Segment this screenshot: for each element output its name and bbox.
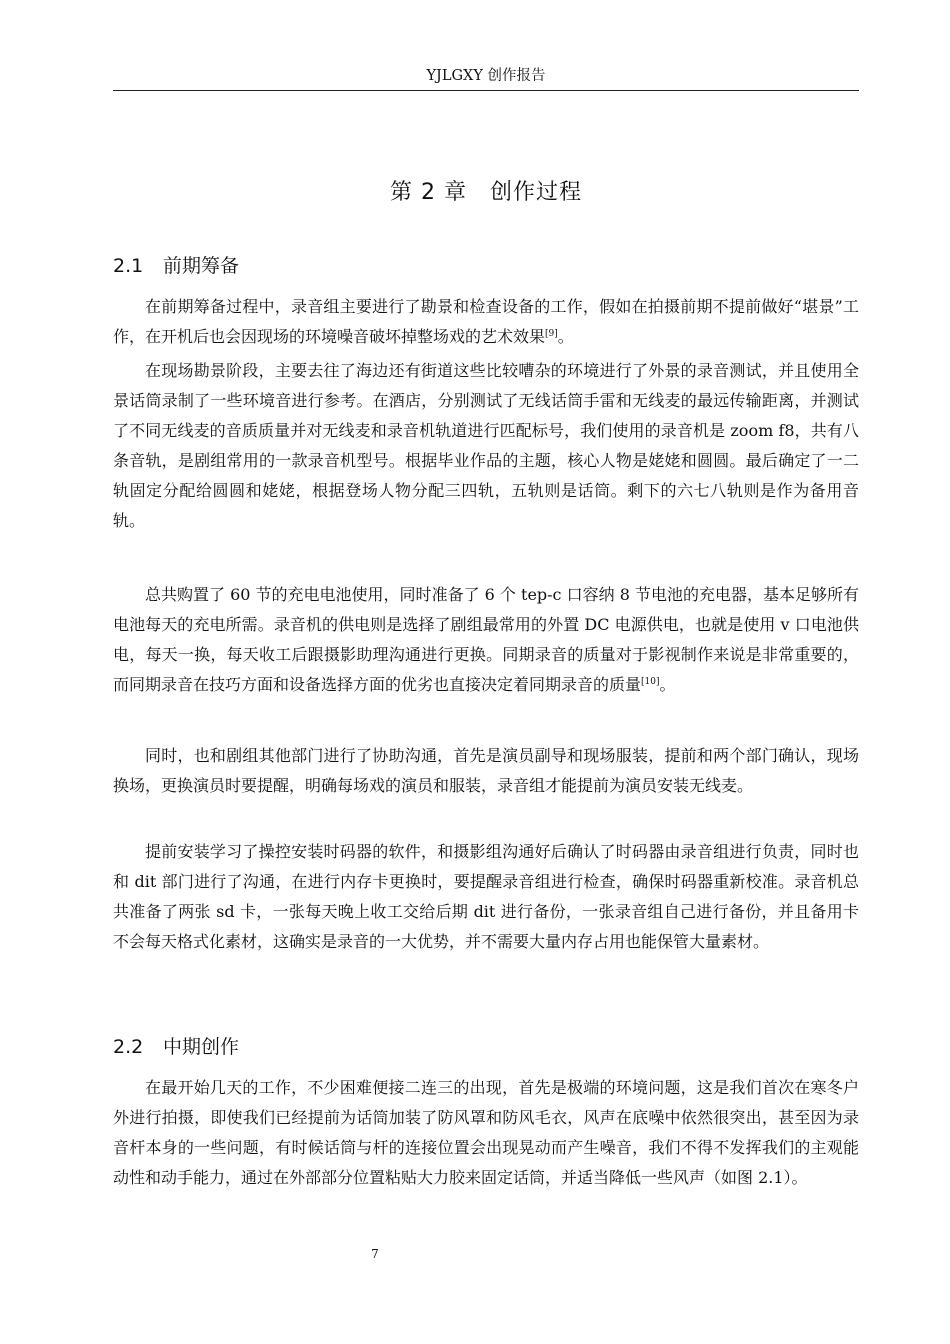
citation: [10] <box>641 677 660 687</box>
paragraph: 在现场勘景阶段，主要去往了海边还有街道这些比较嘈杂的环境进行了外景的录音测试，并且使用全景话筒录制了一些环境音进行参考。在酒店，分别测试了无线话筒手雷和无线麦的最远传输距离，并测试了不同无线麦的音质质量并对无线麦和录音机轨道进行匹配标号，我们使用的录音机是 zoom f8，共有八条音轨，是剧组常用的一款录音机型号。根据毕业作品的主题，核心人物是姥姥和圆圆。最后确定了一二轨固定分配给圆圆和姥姥，根据登场人物分配三四轨，五轨则是话筒。剩下的六七八轨则是作为备用音轨。 <box>113 361 859 530</box>
paragraph: 同时，也和剧组其他部门进行了协助沟通，首先是演员副导和现场服装，提前和两个部门确认，现场换场，更换演员时要提醒，明确每场戏的演员和服装，录音组才能提前为演员安装无线麦。 <box>113 746 859 795</box>
paragraph: 在前期筹备过程中，录音组主要进行了勘景和检查设备的工作，假如在拍摄前期不提前做好“堪景”工作，在开机后也会因现场的环境噪音破坏掉整场戏的艺术效果[9]。 <box>113 297 859 346</box>
header-divider <box>113 90 859 91</box>
page-header: YJLGXY 创作报告 <box>426 68 546 84</box>
section-number: 2.2 <box>113 1036 144 1058</box>
section-heading-2-2 <box>113 1033 239 1061</box>
paragraph: 在最开始几天的工作，不少困难便接二连三的出现，首先是极端的环境问题，这是我们首次在寒冬户外进行拍摄，即使我们已经提前为话筒加装了防风罩和防风毛衣，风声在底噪中依然很突出，甚至因为录音杆本身的一些问题，有时候话筒与杆的连接位置会出现晃动而产生噪音，我们不得不发挥我们的主观能动性和动手能力，通过在外部部分位置粘贴大力胶来固定话筒，并适当降低一些风声（如图 2.1）。 <box>113 1078 859 1187</box>
chapter-title: 第 2 章 创作过程 <box>390 180 582 205</box>
section-number: 2.1 <box>113 255 144 277</box>
citation: [9] <box>545 329 558 339</box>
section-heading-2-1 <box>113 252 239 280</box>
section-title: 前期筹备 <box>163 255 240 277</box>
section-title: 中期创作 <box>163 1036 240 1058</box>
page-number: 7 <box>371 1247 379 1261</box>
paragraph: 提前安装学习了操控安装时码器的软件，和摄影组沟通好后确认了时码器由录音组进行负责，同时也和 dit 部门进行了沟通，在进行内存卡更换时，要提醒录音组进行检查，确保时码器重新校准。录音机总共准备了两张 sd 卡，一张每天晚上收工交给后期 dit 进行备份，一张录音组自己进行备份，并且备用卡不会每天格式化素材，这确实是录音的一大优势，并不需要大量内存占用也能保管大量素材。 <box>113 842 859 951</box>
paragraph: 总共购置了 60 节的充电电池使用，同时准备了 6 个 tep-c 口容纳 8 节电池的充电器，基本足够所有电池每天的充电所需。录音机的供电则是选择了剧组最常用的外置 DC 电源供电，也就是使用 v 口电池供电，每天一换，每天收工后跟摄影助理沟通进行更换。同期录音的质量对于影视制作来说是非常重要的，而同期录音在技巧方面和设备选择方面的优劣也直接决定着同期录音的质量[10]。 <box>113 585 859 694</box>
